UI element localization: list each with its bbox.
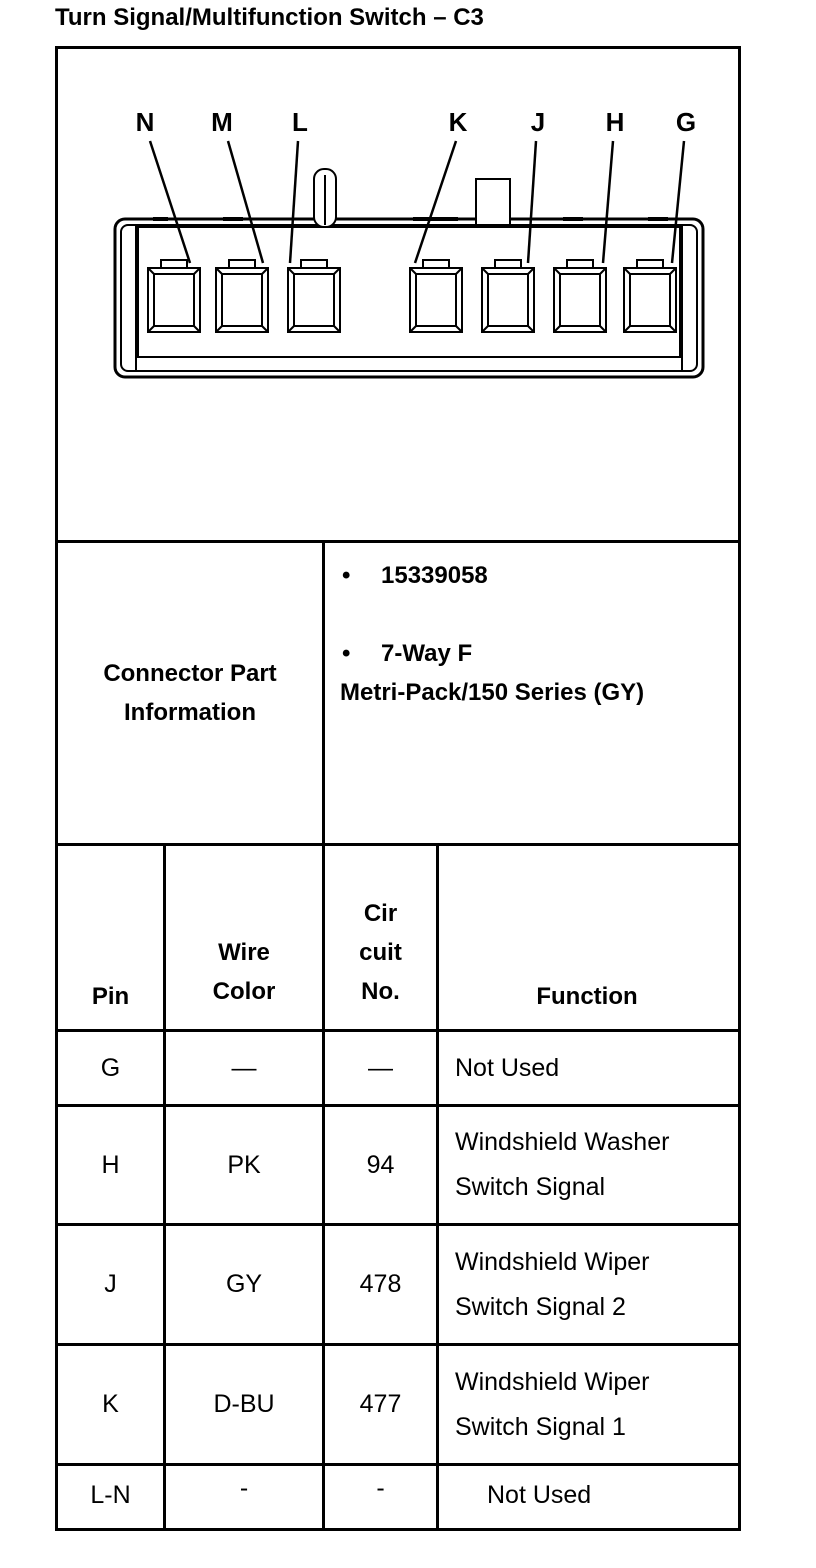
leader-line-k — [415, 141, 456, 263]
header-pin — [58, 846, 163, 1029]
pin-label-l: L — [292, 107, 308, 137]
table-cell-wire-color: GY — [225, 1270, 263, 1298]
function-line1: Not Used — [455, 1053, 560, 1082]
table-cell-function — [439, 1346, 735, 1463]
table-cell-function — [439, 1032, 735, 1104]
pin-label-n: N — [135, 107, 155, 137]
connector-diagram — [58, 49, 738, 541]
table-cell-pin: H — [101, 1150, 120, 1179]
terminal-cavity-h — [554, 260, 606, 332]
header-cuit-text: cuit — [359, 939, 402, 966]
connector-description-line1: 7-Way F — [381, 640, 473, 667]
header-no-text: No. — [361, 978, 400, 1005]
function-line1: Windshield Wiper — [455, 1367, 650, 1396]
table-cell-pin: K — [102, 1390, 119, 1418]
table-cell-pin: G — [100, 1053, 121, 1082]
table-cell-circuit: 94 — [366, 1150, 395, 1179]
table-cell-function — [439, 1226, 735, 1343]
table-cell-circuit: 477 — [359, 1390, 402, 1418]
part-info-label-line1: Connector Part — [103, 660, 277, 687]
header-circuit — [325, 846, 436, 1029]
table-cell-circuit: 478 — [359, 1270, 402, 1298]
pin-label-m: M — [211, 107, 233, 137]
table-cell-wire-color: — — [231, 1053, 257, 1082]
leader-line-n — [150, 141, 190, 263]
part-number-bullet: • — [342, 562, 351, 589]
terminal-cavity-k — [410, 260, 462, 332]
leader-line-l — [290, 141, 298, 263]
header-cir-text: Cir — [363, 900, 398, 927]
function-line2: Switch Signal — [455, 1173, 606, 1201]
function-line2: Switch Signal 2 — [455, 1292, 626, 1321]
terminal-cavity-n — [148, 260, 200, 332]
terminal-cavity-l — [288, 260, 340, 332]
table-cell-pin: L-N — [90, 1481, 131, 1509]
header-function — [439, 846, 735, 1029]
pin-label-k: K — [448, 107, 468, 137]
description-bullet: • — [342, 640, 351, 667]
table-cell-circuit: — — [368, 1053, 393, 1082]
leader-line-m — [228, 141, 263, 263]
pin-label-j: J — [530, 107, 546, 137]
header-pin-text: Pin — [91, 983, 130, 1010]
terminal-cavity-j — [482, 260, 534, 332]
table-cell-pin: J — [104, 1270, 117, 1298]
connector-description-line2: Metri-Pack/150 Series (GY) — [340, 679, 645, 706]
table-cell-circuit: - — [376, 1474, 385, 1502]
part-number: 15339058 — [381, 562, 488, 589]
part-info-label — [58, 543, 322, 843]
function-line1: Windshield Washer — [455, 1128, 670, 1156]
header-wire-color — [166, 846, 322, 1029]
page-title: Turn Signal/Multifunction Switch – C3 — [55, 4, 484, 31]
header-wire-text: Wire — [218, 939, 270, 966]
table-cell-wire-color: D-BU — [213, 1390, 275, 1418]
leader-line-h — [603, 141, 613, 263]
function-line1: Windshield Wiper — [455, 1247, 650, 1276]
part-info-label-line2: Information — [124, 699, 256, 726]
terminal-cavity-g — [624, 260, 676, 332]
table-cell-wire-color: - — [239, 1474, 249, 1502]
function-line1: Not Used — [487, 1481, 592, 1509]
table-cell-wire-color: PK — [227, 1150, 261, 1179]
header-color-text: Color — [212, 978, 276, 1005]
function-line2: Switch Signal 1 — [455, 1412, 626, 1441]
leader-line-j — [528, 141, 536, 263]
pin-label-h: H — [605, 107, 625, 137]
divider — [322, 540, 325, 846]
pin-label-g: G — [675, 107, 697, 137]
header-function-text: Function — [536, 983, 638, 1010]
terminal-cavity-m — [216, 260, 268, 332]
table-cell-function — [439, 1107, 735, 1223]
table-cell-function — [439, 1466, 735, 1525]
